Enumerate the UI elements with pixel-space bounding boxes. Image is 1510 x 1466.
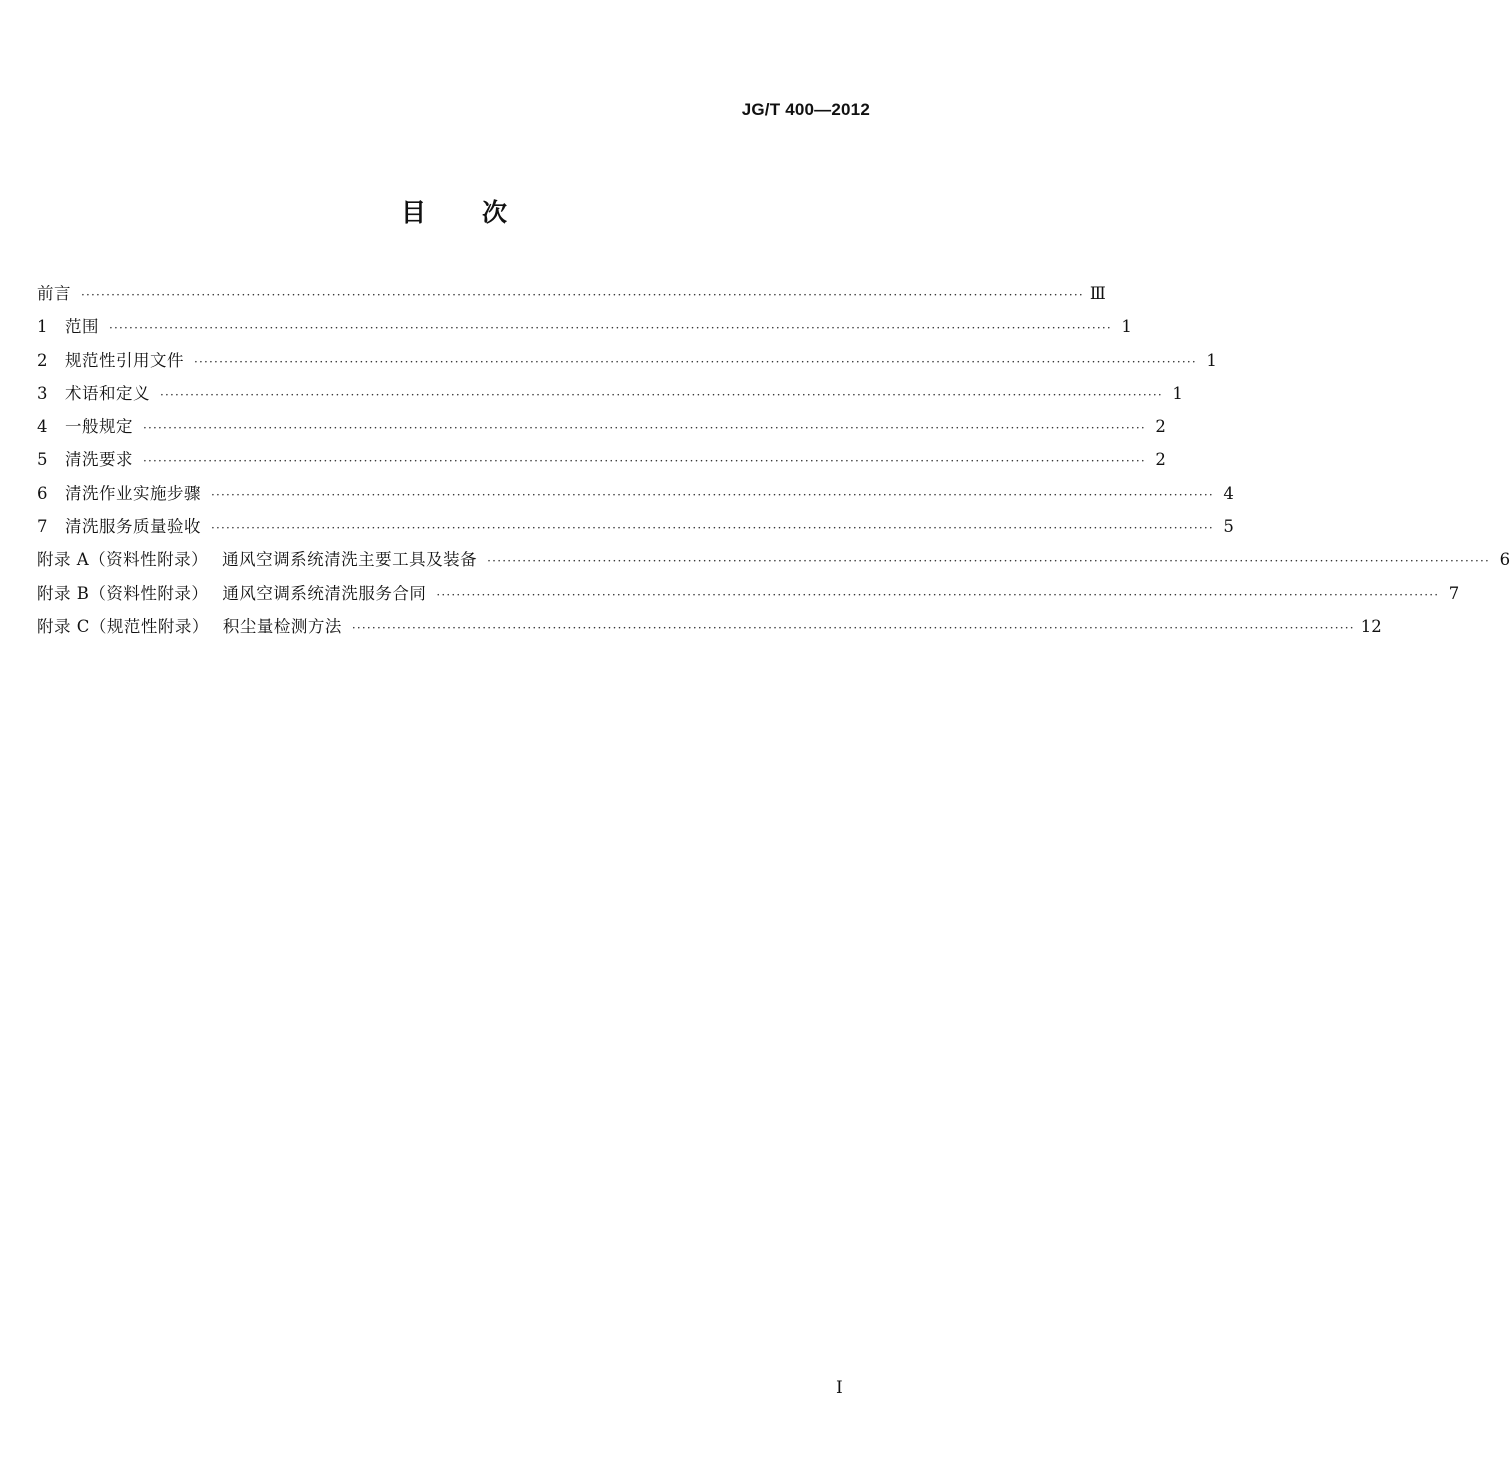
page-number: I: [836, 1378, 843, 1398]
toc-entry-label: 术语和定义: [65, 383, 150, 403]
toc-entry-2[interactable]: [37, 347, 1217, 380]
toc-entry-number: 3: [37, 383, 48, 403]
toc-entry-label: 一般规定: [65, 417, 133, 437]
toc-leader-dots: ········································································································································································································: [351, 620, 1355, 635]
toc-entry-foreword[interactable]: [37, 280, 1106, 313]
toc-entry-number: 5: [37, 450, 48, 470]
title-char-2: 次: [482, 198, 508, 227]
toc-entry-number: 4: [37, 417, 48, 437]
toc-leader-dots: ········································································································································································································: [211, 487, 1214, 502]
toc-entry-number: 1: [37, 317, 48, 337]
toc-entry-page: 4: [1223, 483, 1234, 503]
toc-leader-dots: ········································································································································································································: [81, 288, 1084, 302]
toc-leader-dots: ········································································································································································································: [109, 321, 1112, 336]
toc-entry-page: Ⅲ: [1089, 284, 1106, 303]
toc-leader-dots: ········································································································································································································: [194, 354, 1197, 369]
table-of-contents: [37, 280, 1510, 646]
toc-annex-type: 附录 B（资料性附录）: [37, 583, 209, 603]
toc-entry-7[interactable]: [37, 513, 1234, 546]
toc-leader-dots: ········································································································································································································: [211, 521, 1214, 536]
toc-entry-page: 1: [1121, 317, 1132, 337]
toc-entry-page: 6: [1499, 550, 1510, 570]
toc-entry-label: 清洗作业实施步骤: [65, 483, 201, 503]
toc-annex-title: 通风空调系统清洗服务合同: [222, 583, 427, 603]
toc-entry-label: 范围: [65, 317, 99, 337]
toc-annex-type: 附录 C（规范性附录）: [37, 616, 209, 636]
toc-entry-annex-a[interactable]: [37, 546, 1510, 579]
toc-leader-dots: ········································································································································································································: [160, 387, 1163, 402]
toc-entry-6[interactable]: [37, 480, 1234, 513]
toc-entry-number: 2: [37, 350, 48, 370]
toc-entry-label: [37, 546, 477, 570]
toc-entry-page: 1: [1172, 383, 1183, 403]
toc-entry-label: 规范性引用文件: [65, 350, 184, 370]
toc-entry-label: [37, 613, 342, 637]
toc-leader-dots: ········································································································································································································: [143, 454, 1146, 469]
toc-entry-annex-b[interactable]: [37, 580, 1460, 613]
toc-annex-type: 附录 A（资料性附录）: [37, 550, 209, 570]
toc-entry-page: 2: [1155, 450, 1166, 470]
toc-entry-label: [37, 580, 426, 604]
toc-entry-annex-c[interactable]: [37, 613, 1382, 646]
page-title: [0, 193, 908, 229]
toc-entry-3[interactable]: [37, 380, 1183, 413]
toc-leader-dots: ········································································································································································································: [436, 587, 1440, 602]
toc-entry-label: 清洗服务质量验收: [65, 517, 201, 537]
toc-entry-page: 7: [1448, 583, 1460, 603]
toc-leader-dots: ········································································································································································································: [487, 554, 1491, 569]
toc-entry-1[interactable]: [37, 313, 1132, 346]
toc-entry-5[interactable]: [37, 446, 1166, 479]
toc-annex-title: 积尘量检测方法: [222, 616, 342, 636]
toc-entry-page: 1: [1206, 350, 1217, 370]
toc-entry-page: 5: [1223, 517, 1234, 537]
toc-entry-page: 12: [1360, 616, 1382, 636]
title-char-1: 目: [400, 198, 426, 227]
toc-leader-dots: ········································································································································································································: [143, 421, 1146, 436]
toc-entry-number: 6: [37, 483, 48, 503]
toc-entry-number: 7: [37, 517, 48, 537]
toc-annex-title: 通风空调系统清洗主要工具及装备: [222, 550, 478, 570]
toc-entry-label: 前言: [37, 284, 71, 303]
toc-entry-page: 2: [1155, 417, 1166, 437]
toc-entry-label: 清洗要求: [65, 450, 133, 470]
standard-code: JG/T 400—2012: [741, 100, 870, 119]
toc-entry-4[interactable]: [37, 413, 1166, 446]
